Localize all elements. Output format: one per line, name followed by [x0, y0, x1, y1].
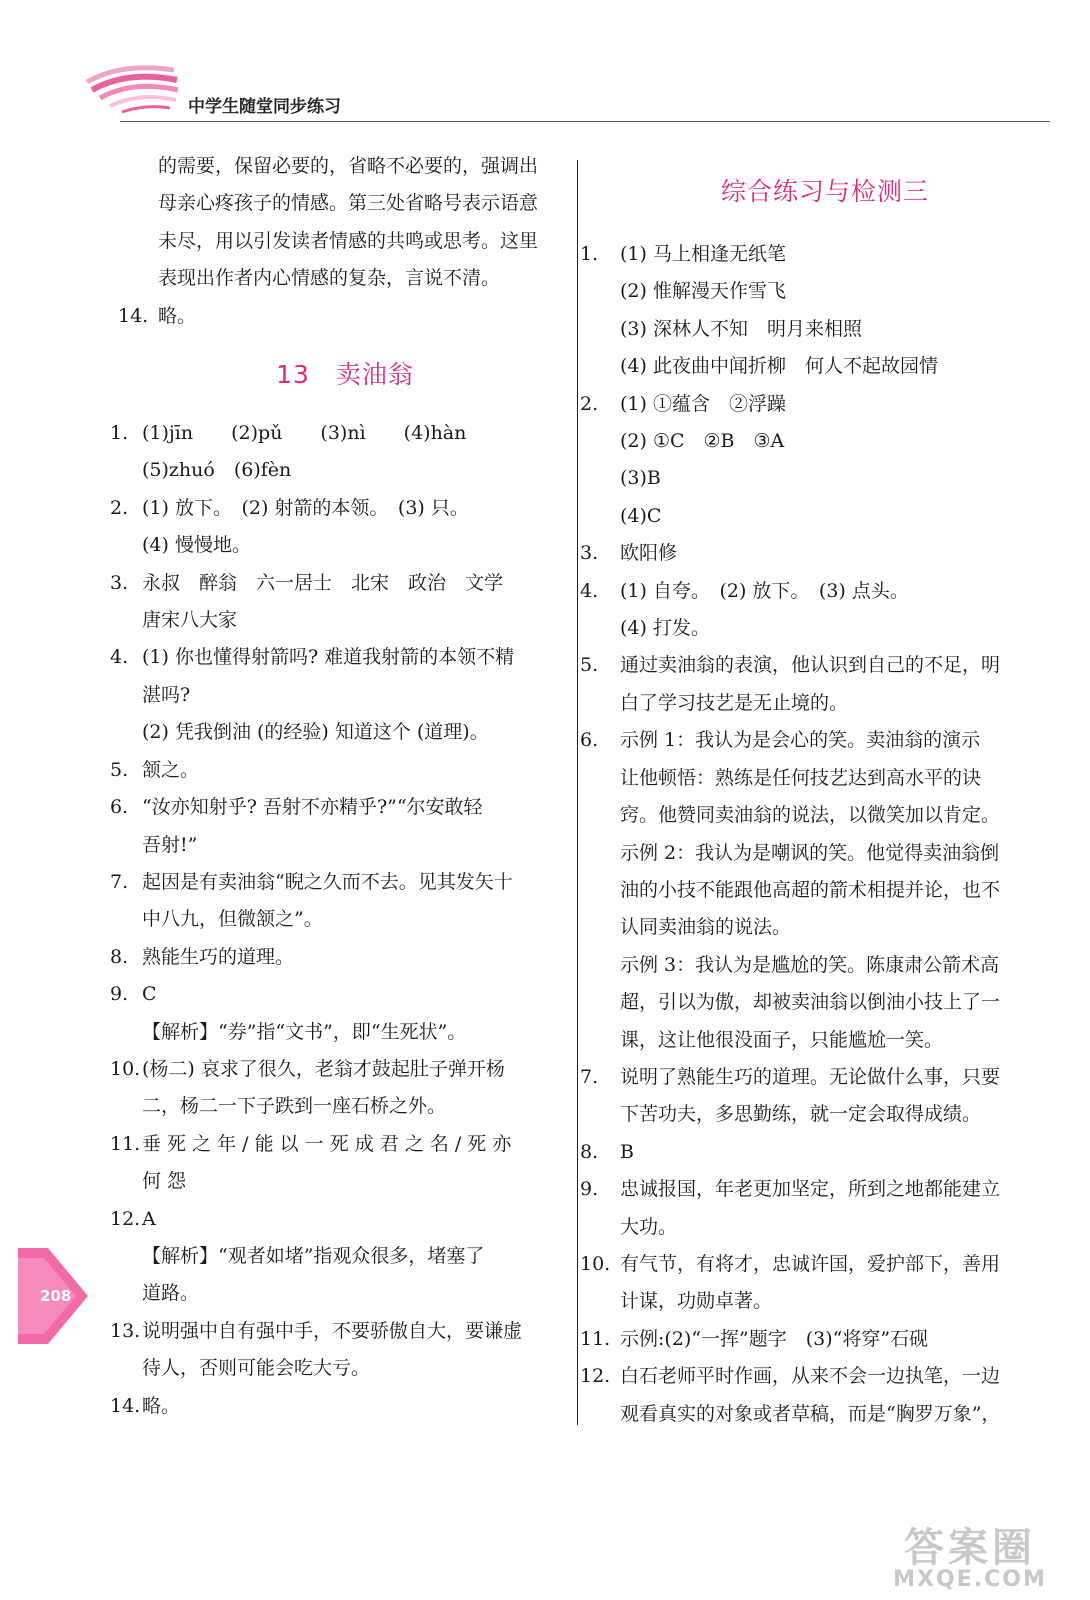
answer-line: 白了学习技艺是无止境的。 — [620, 691, 849, 714]
answer-line: 垂 死 之 年 / 能 以 一 死 成 君 之 名 / 死 亦 — [142, 1132, 512, 1155]
answer-line: (1)jīn (2)pǔ (3)nì (4)hàn — [142, 422, 467, 445]
section-heading-review: 综合练习与检测三 — [720, 177, 929, 206]
list-item — [110, 864, 560, 939]
section-number: 13 — [276, 360, 310, 390]
answer-line: 吾射!” — [142, 833, 198, 856]
answer-line: 计谋，功勋卓著。 — [620, 1290, 773, 1313]
answer-line: 大功。 — [620, 1215, 678, 1238]
list-item — [580, 1321, 1040, 1358]
answer-line: (4) 慢慢地。 — [142, 534, 251, 557]
answer-line: (1) 马上相逢无纸笔 — [620, 243, 786, 265]
item-number: 14. — [110, 1394, 141, 1417]
list-item — [580, 1059, 1040, 1134]
answer-line: (1) 自夸。 (2) 放下。 (3) 点头。 — [620, 579, 909, 602]
item-number: 9. — [110, 983, 129, 1006]
answer-line: 示例 3：我认为是尴尬的笑。陈康肃公箭术高 — [620, 953, 1000, 976]
list-item: 14. 略。 — [118, 304, 197, 327]
answer-line: 说明了熟能生巧的道理。无论做什么事，只要 — [620, 1065, 1001, 1088]
answer-line: A — [142, 1207, 156, 1230]
right-answer-list — [580, 236, 1040, 1433]
list-item — [580, 1134, 1040, 1171]
answer-line: (2) 凭我倒油 (的经验) 知道这个 (道理)。 — [142, 721, 489, 744]
answer-line: 何 怨 — [142, 1170, 187, 1193]
answer-line: B — [620, 1140, 634, 1163]
answer-line: 熟能生巧的道理。 — [142, 945, 295, 968]
item-number: 9. — [580, 1178, 599, 1201]
answer-line: (1) 你也懂得射箭吗? 难道我射箭的本领不精 — [142, 646, 515, 669]
answer-line: 课，这让他很没面子，只能尴尬一笑。 — [620, 1028, 944, 1051]
item-number: 5. — [110, 758, 129, 781]
watermark — [880, 1516, 1060, 1592]
watermark-url: MXQE.COM — [893, 1567, 1047, 1592]
answer-line: 下苦功夫，多思勤练，就一定会取得成绩。 — [620, 1103, 982, 1126]
item-number: 1. — [110, 422, 129, 445]
item-number: 3. — [110, 571, 129, 594]
answer-line: (1) ①蕴含 ②浮躁 — [620, 392, 786, 415]
answer-line: (1) 放下。 (2) 射箭的本领。 (3) 只。 — [142, 496, 469, 519]
answer-line: 唐宋八大家 — [142, 609, 238, 632]
list-item — [580, 386, 1040, 536]
answer-line: 示例 2：我认为是嘲讽的笑。他觉得卖油翁倒 — [620, 841, 1000, 864]
list-item — [580, 722, 1040, 1059]
item-number: 13. — [110, 1319, 141, 1342]
carry-over-paragraph: 的需要，保留必要的，省略不必要的，强调出 母亲心疼孩子的情感。第三处省略号表示语意 未尽，用以引发读者情感的共鸣或思考。这里 表现出作者内心情感的复杂，言说不清。 — [158, 155, 539, 290]
list-item — [580, 1171, 1040, 1246]
answer-line: 中八九，但微颔之”。 — [142, 908, 323, 931]
header-title: 中学生随堂同步练习 — [188, 97, 341, 117]
answer-line: 超，引以为傲，却被卖油翁以倒油小技上了一 — [620, 991, 1001, 1014]
answer-line: 有气节，有将才，忠诚许国，爱护部下，善用 — [620, 1252, 1001, 1275]
section-title: 卖油翁 — [335, 360, 414, 390]
item-number: 6. — [580, 729, 599, 752]
answer-line: 认同卖油翁的说法。 — [620, 916, 792, 939]
item-number: 5. — [580, 654, 599, 677]
list-item — [580, 535, 1040, 572]
item-number: 6. — [110, 796, 129, 819]
right-column — [580, 148, 1040, 1433]
list-item — [110, 490, 560, 565]
item-number: 1. — [580, 243, 599, 265]
item-number: 4. — [110, 646, 129, 669]
item-number: 11. — [580, 1327, 611, 1350]
list-item — [580, 647, 1040, 722]
answer-line: 油的小技不能跟他高超的箭术相提并论，也不 — [620, 878, 1001, 901]
answer-line: 永叔 醉翁 六一居士 北宋 政治 文学 — [142, 571, 504, 594]
list-item — [110, 789, 560, 864]
item-number: 3. — [580, 542, 599, 565]
list-item — [580, 573, 1040, 648]
answer-line: C — [142, 983, 157, 1006]
publisher-logo-icon — [82, 52, 182, 116]
column-divider — [577, 160, 578, 1425]
list-item — [110, 1126, 560, 1201]
answer-line: (3)B — [620, 467, 661, 490]
list-item — [110, 415, 560, 490]
answer-line: 观看真实的对象或者草稿，而是“胸罗万象”， — [620, 1402, 1001, 1425]
answer-line: 白石老师平时作画，从来不会一边执笔，一边 — [620, 1365, 1001, 1388]
list-item — [110, 565, 560, 640]
answer-line: (2) 惟解漫天作雪飞 — [620, 280, 786, 303]
item-number: 8. — [110, 945, 129, 968]
answer-line: (4)C — [620, 504, 662, 527]
list-item — [110, 639, 560, 751]
answer-line: 【解析】“观者如堵”指观众很多，堵塞了 — [142, 1244, 485, 1267]
page-number: 208 — [40, 1287, 72, 1305]
answer-line: 待人，否则可能会吃大亏。 — [142, 1357, 371, 1380]
answer-line: 通过卖油翁的表演，他认识到自己的不足，明 — [620, 654, 1001, 677]
item-number: 2. — [580, 392, 599, 415]
header-divider — [120, 121, 1050, 122]
answer-line: 起因是有卖油翁“睨之久而不去。见其发矢十 — [142, 870, 513, 893]
list-item — [110, 939, 560, 976]
list-item — [580, 1246, 1040, 1321]
list-item — [110, 752, 560, 789]
answer-line: 二，杨二一下子跌到一座石桥之外。 — [142, 1095, 447, 1118]
answer-line: 示例:(2)“一挥”题字 (3)“将穿”石砚 — [620, 1327, 929, 1350]
answer-line: 道路。 — [142, 1282, 200, 1305]
item-number: 8. — [580, 1140, 599, 1163]
answer-line: 湛吗? — [142, 683, 191, 706]
left-answer-list — [110, 415, 560, 1425]
item-number: 12. — [110, 1207, 141, 1230]
list-item — [110, 1051, 560, 1126]
list-item — [110, 976, 560, 1051]
list-item — [110, 1313, 560, 1388]
list-item — [110, 1388, 560, 1425]
item-number: 10. — [110, 1057, 141, 1080]
list-item — [110, 1201, 560, 1313]
answer-line: (2) ①C ②B ③A — [620, 430, 785, 453]
item-number: 12. — [580, 1365, 611, 1388]
watermark-text: 答案圈 — [904, 1525, 1036, 1571]
answer-line: 让他顿悟：熟练是任何技艺达到高水平的诀 — [620, 766, 982, 789]
answer-line: 略。 — [142, 1394, 181, 1417]
answer-line: 窍。他赞同卖油翁的说法，以微笑加以肯定。 — [620, 804, 1001, 827]
answer-line: “汝亦知射乎? 吾射不亦精乎?”“尔安敢轻 — [142, 796, 483, 819]
answer-line: 欧阳修 — [620, 542, 678, 565]
item-number: 10. — [580, 1252, 611, 1275]
answer-line: (3) 深林人不知 明月来相照 — [620, 317, 862, 340]
section-heading-13 — [110, 335, 560, 415]
item-number: 4. — [580, 579, 599, 602]
answer-line: (4) 打发。 — [620, 617, 710, 640]
list-item — [580, 236, 1040, 386]
answer-line: 示例 1：我认为是会心的笑。卖油翁的演示 — [620, 729, 981, 752]
item-number: 11. — [110, 1132, 141, 1155]
answer-line: 【解析】“券”指“文书”，即“生死状”。 — [142, 1020, 467, 1043]
item-number: 2. — [110, 496, 129, 519]
item-number: 7. — [580, 1065, 599, 1088]
answer-line: 忠诚报国，年老更加坚定，所到之地都能建立 — [620, 1178, 1001, 1201]
answer-line: (5)zhuó (6)fèn — [142, 459, 292, 482]
answer-line: 颔之。 — [142, 758, 200, 781]
answer-line: (4) 此夜曲中闻折柳 何人不起故园情 — [620, 355, 938, 378]
list-item — [580, 1358, 1040, 1433]
item-number: 7. — [110, 870, 129, 893]
left-column — [110, 148, 560, 1425]
answer-line: 说明强中自有强中手，不要骄傲自大，要谦虚 — [142, 1319, 523, 1342]
answer-line: (杨二) 哀求了很久，老翁才鼓起肚子弹开杨 — [142, 1057, 505, 1080]
